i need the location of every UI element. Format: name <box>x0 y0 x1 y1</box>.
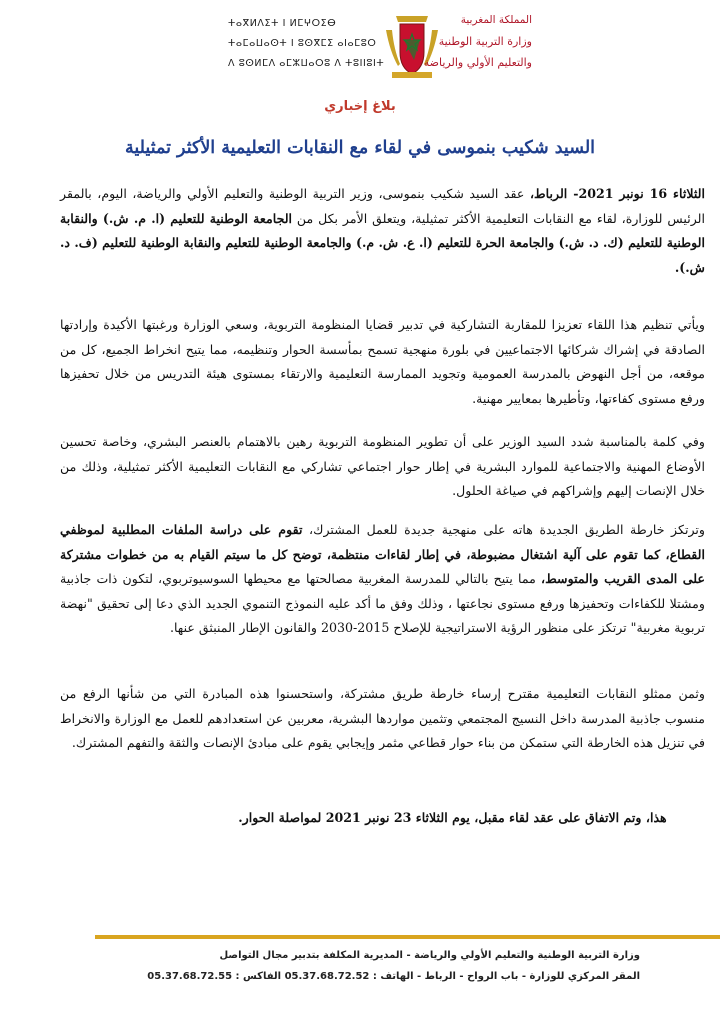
footer-rule <box>95 935 720 939</box>
paragraph-6 <box>200 806 705 831</box>
tifinagh-line-2: ⵜⴰⵎⴰⵡⴰⵙⵜ ⵏ ⵓⵙⴳⵎⵉ ⴰⵏⴰⵎⵓⵔ <box>228 38 377 49</box>
paragraph-2: ويأتي تنظيم هذا اللقاء تعزيزا للمقاربة التشاركية في تدبير قضايا المنظومة التربوية، وسعي الوزارة ورغبتها الأكيدة وإرادتها الصادقة في إشراك شركائها الاجتماعيين في بلورة منهجية تسمح بمأسسة الحوار وتنظيمه، مما يتيح انخراط الجميع، كل من موقعه، من أجل النهوض بالمدرسة العمومية وتجويد الممارسة التعليمية والارتقاء بمستوى هيئة التدريس من خلال تحفيزها ورفع مستوى كفاءتها، وتأطيرها بمعايير مهنية. <box>60 317 705 406</box>
paragraph-4-rest: مما يتيح بالتالي للمدرسة المغربية مصالحتها مع محيطها السوسيوتربوي، لتكون ذات جاذبية ومشتلا للكفاءات وتحفيزها ورفع مستوى نجاعتها ، وذلك وفق ما أكد عليه النموذج التنموي الجديد الذي دعا إلى تحقيق "نهضة تربوية مغربية" ترتكز على منظور الرؤية الاستراتيجية للإصلاح 2015-2030 والقانون الإطار المنبثق عنها. <box>60 571 705 636</box>
arabic-ministry-line-2: والتعليم الأولي والرياضة <box>423 56 532 69</box>
paragraph-1-date: الثلاثاء 16 نونبر 2021- الرباط، <box>529 186 705 201</box>
paragraph-1-text: عقد السيد شكيب بنموسى، وزير التربية الوطنية والتعليم الأولي والرياضة، اليوم، بالمقر الرئيس للوزارة، لقاء مع النقابات التعليمية الأكثر تمثيلية، ويتعلق الأمر بكل من <box>60 186 705 226</box>
paragraph-6-next-meeting: عقد لقاء مقبل، يوم الثلاثاء 23 نونبر 2021 لمواصلة الحوار. <box>238 810 555 825</box>
footer <box>120 945 640 987</box>
footer-line-1: وزارة التربية الوطنية والتعليم الأولي والرياضة - المديرية المكلفة بتدبير مجال التواصل <box>219 950 640 961</box>
arabic-kingdom-line: المملكة المغربية <box>460 14 532 26</box>
paragraph-6-intro: هذا، وتم الاتفاق على <box>554 810 667 825</box>
arabic-ministry-line-1: وزارة التربية الوطنية <box>438 35 532 48</box>
page-title: السيد شكيب بنموسى في لقاء مع النقابات التعليمية الأكثر تمثيلية <box>124 138 596 158</box>
letterhead <box>0 0 720 90</box>
paragraph-4-emphasis: تقوم على دراسة الملفات المطلبية لموظفي القطاع، كما تقوم على آلية اشتغال مضبوطة، في إطار لقاءات منتظمة، توضح كل ما سيتم القيام به من خطوات مشتركة على المدى القريب والمتوسط، <box>60 522 705 587</box>
paragraph-5: وثمن ممثلو النقابات التعليمية مقترح إرساء خارطة طريق مشتركة، واستحسنوا هذه المبادرة التي من شأنها الرفع من منسوب جاذبية المدرسة داخل النسيج المجتمعي وتثمين مواردها البشرية، معربين عن استعدادهم للعمل مع الوزارة والانخراط في تنزيل هذه الخارطة التي ستمكن من بناء حوار قطاعي مثمر وإيجابي يقوم على مبادئ الإنصات والثقة والتفهم المشترك. <box>60 686 705 751</box>
tifinagh-ministry-name <box>228 14 385 74</box>
paragraph-1-unions: الجامعة الوطنية للتعليم (ا. م. ش.) والنقابة الوطنية للتعليم (ك. د. ش.) والجامعة الحرة للتعليم (ا. ع. ش. م.) والجامعة الوطنية للتعليم والنقابة الوطنية للتعليم (ف. د. ش.). <box>60 210 705 275</box>
press-release-label: بلاغ إخباري <box>324 99 396 114</box>
tifinagh-line-3: ⴷ ⵓⵙⵍⵎⴷ ⴰⵎⵣⵡⴰⵔⵓ ⴷ ⵜⵓⵏⵏⵓⵏⵜ <box>228 58 385 69</box>
paragraph-3: وفي كلمة بالمناسبة شدد السيد الوزير على أن تطوير المنظومة التربوية رهين بالاهتمام بالعنصر البشري، وخاصة تحسين الأوضاع المهنية والاجتماعية للموارد البشرية في إطار حوار اجتماعي تشاركي مع النقابات التعليمية الأكثر تمثيلية، وذلك من خلال الإنصات إليهم وإشراكهم في صياغة الحلول. <box>60 434 705 499</box>
footer-line-2: المقر المركزي للوزارة - باب الرواح - الرباط - الهاتف : 05.37.68.72.52 الفاكس : 05.37.68.72.55 <box>147 971 640 982</box>
paragraph-1 <box>60 182 705 280</box>
arabic-ministry-name <box>372 10 532 73</box>
tifinagh-line-1: ⵜⴰⴳⵍⴷⵉⵜ ⵏ ⵍⵎⵖⵔⵉⴱ <box>228 18 337 29</box>
paragraph-4 <box>60 518 705 641</box>
paragraph-4-intro: وترتكز خارطة الطريق الجديدة هاته على منهجية جديدة للعمل المشترك، <box>302 522 706 537</box>
